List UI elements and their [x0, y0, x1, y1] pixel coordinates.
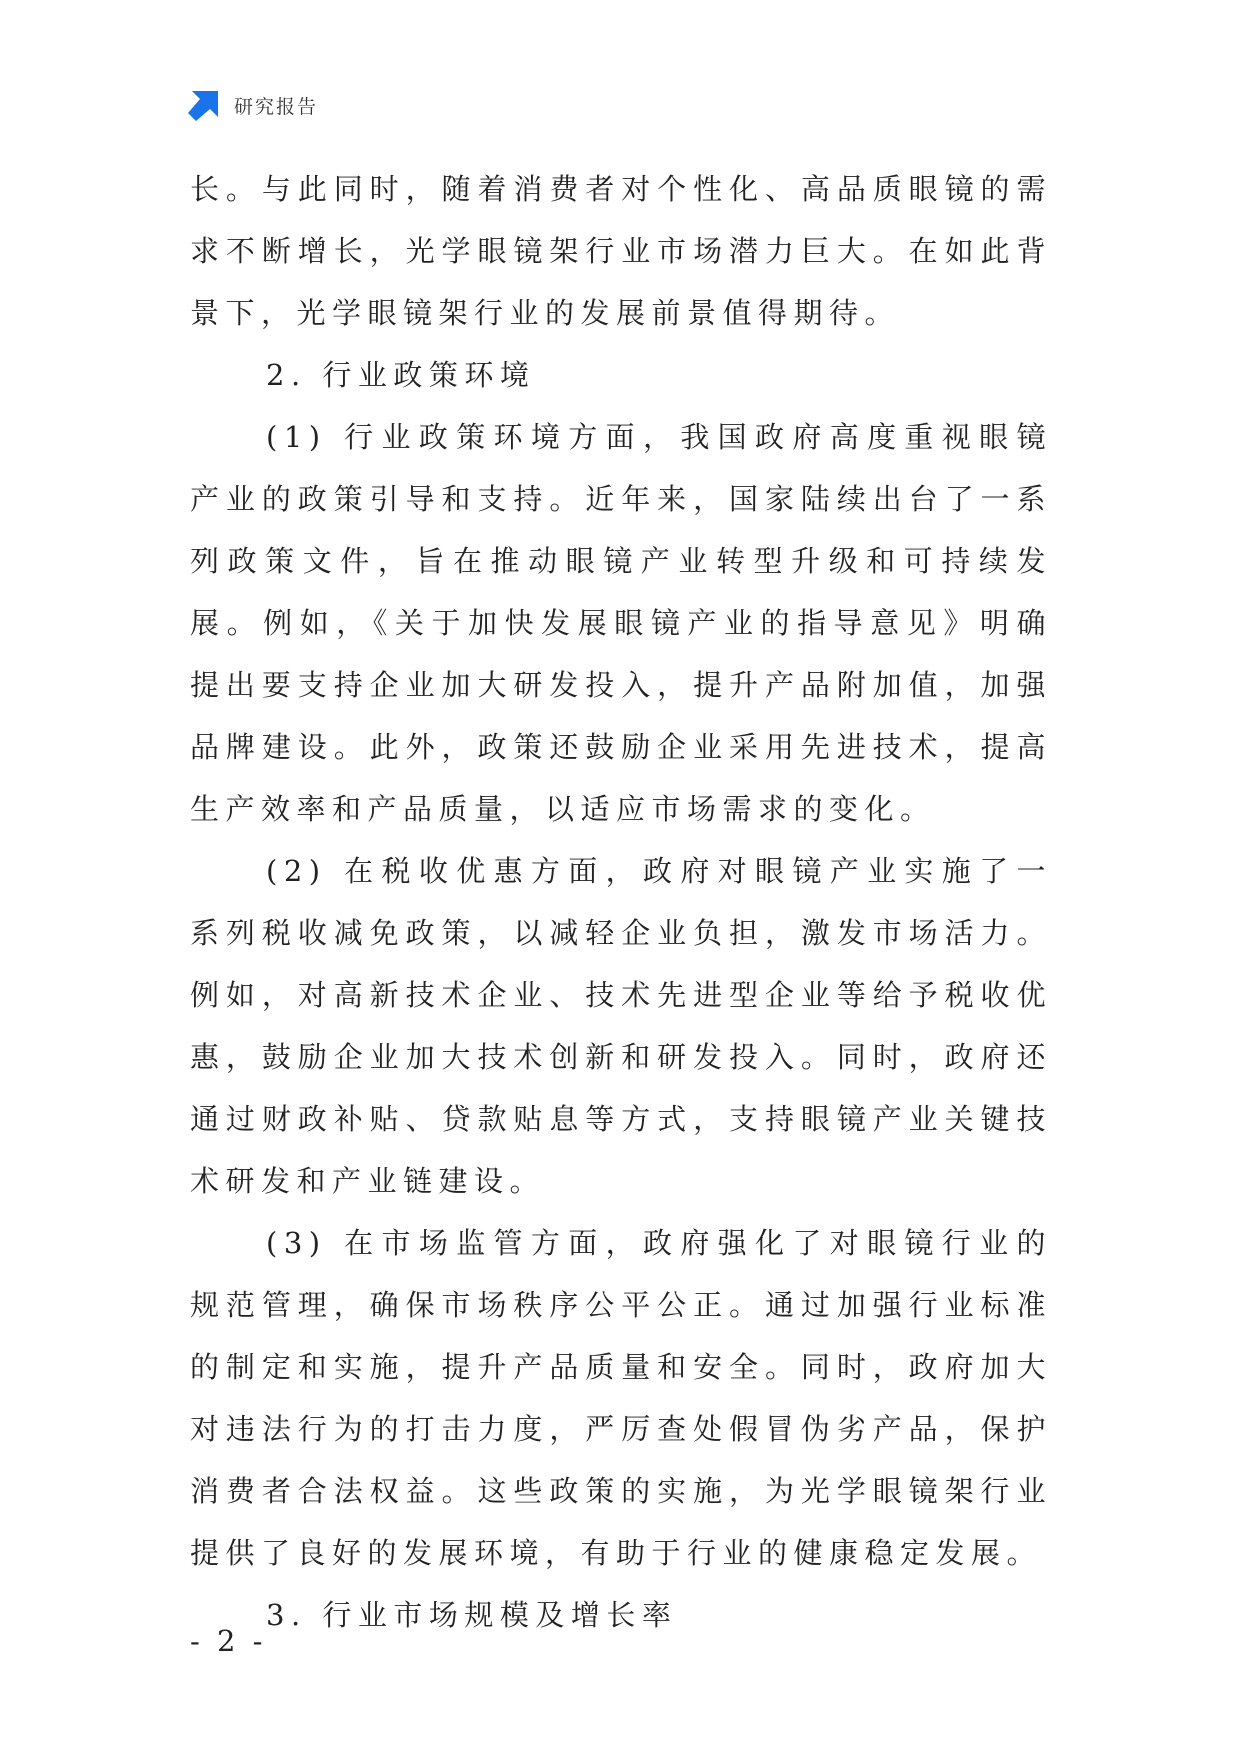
page-header	[188, 88, 318, 122]
paragraph-continuation: 长。与此同时，随着消费者对个性化、高品质眼镜的需求不断增长，光学眼镜架行业市场潜力巨大。在如此背景下，光学眼镜架行业的发展前景值得期待。	[190, 172, 1052, 330]
arrow-up-right-icon	[188, 89, 220, 121]
header-title: 研究报告	[234, 95, 319, 118]
section-heading: 2. 行业政策环境	[266, 358, 536, 392]
paragraph: (2) 在税收优惠方面，政府对眼镜产业实施了一系列税收减免政策，以减轻企业负担，激发市场活力。例如，对高新技术企业、技术先进型企业等给予税收优惠，鼓励企业加大技术创新和研发投入。同时，政府还通过财政补贴、贷款贴息等方式，支持眼镜产业关键技术研发和产业链建设。	[190, 854, 1052, 1198]
document-body	[190, 158, 1052, 1646]
page-number: - 2 -	[190, 1624, 267, 1658]
section-heading: 3. 行业市场规模及增长率	[266, 1598, 678, 1632]
paragraph: (1) 行业政策环境方面，我国政府高度重视眼镜产业的政策引导和支持。近年来，国家陆续出台了一系列政策文件，旨在推动眼镜产业转型升级和可持续发展。例如，《关于加快发展眼镜产业的指导意见》明确提出要支持企业加大研发投入，提升产品附加值，加强品牌建设。此外，政策还鼓励企业采用先进技术，提高生产效率和产品质量，以适应市场需求的变化。	[190, 420, 1052, 826]
paragraph: (3) 在市场监管方面，政府强化了对眼镜行业的规范管理，确保市场秩序公平公正。通过加强行业标准的制定和实施，提升产品质量和安全。同时，政府加大对违法行为的打击力度，严厉查处假冒伪劣产品，保护消费者合法权益。这些政策的实施，为光学眼镜架行业提供了良好的发展环境，有助于行业的健康稳定发展。	[190, 1226, 1052, 1570]
